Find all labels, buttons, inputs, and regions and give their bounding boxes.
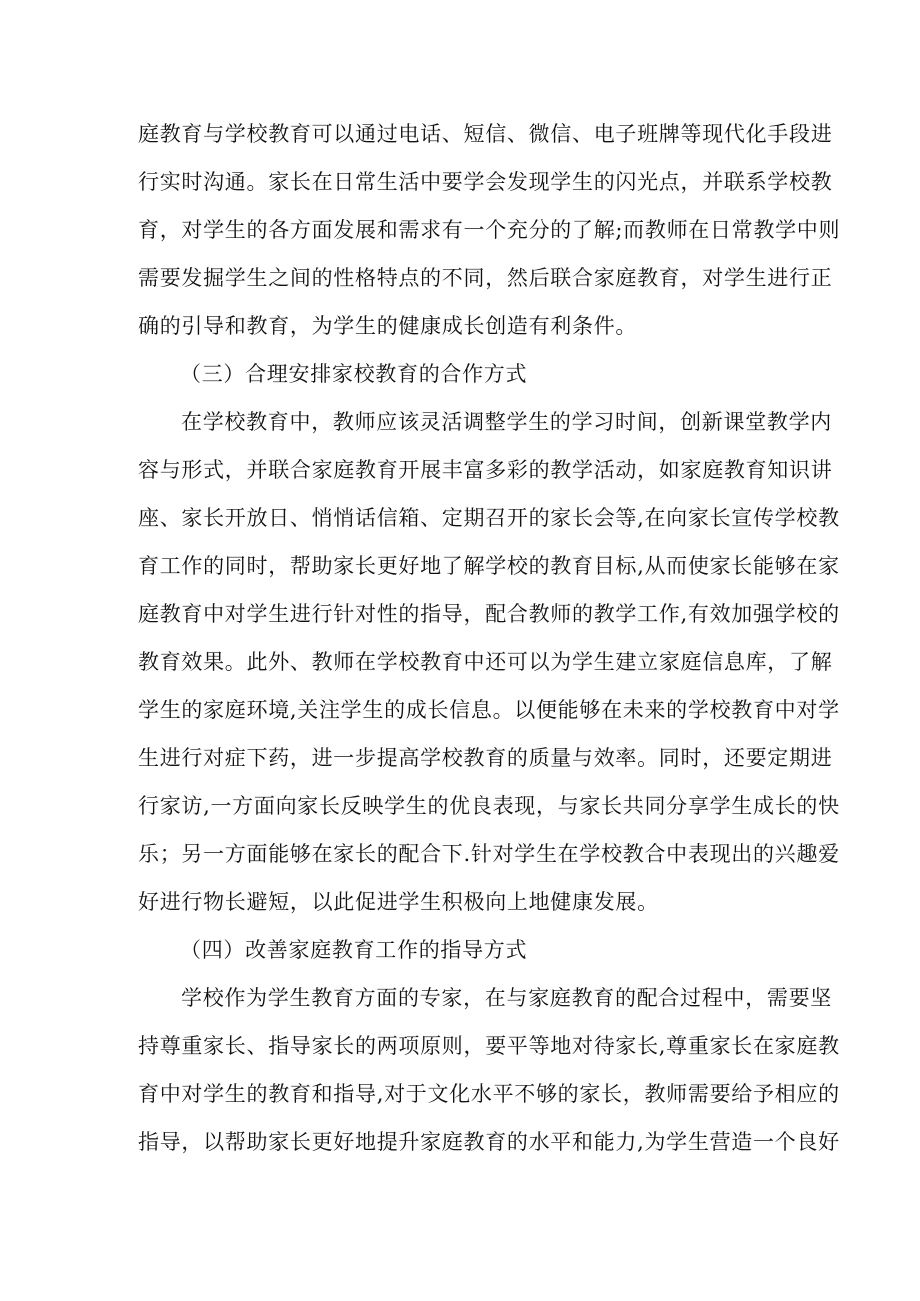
paragraph-line: 生进行对症下药，进一步提高学校教育的质量与效率。同时，还要定期进	[138, 746, 833, 770]
paragraph-line: 好进行物长避短，以此促进学生积极向上地健康发展。	[138, 890, 659, 914]
paragraph-line: 育中对学生的教育和指导,对于文化水平不够的家长，教师需要给予相应的	[138, 1082, 840, 1106]
paragraph-line: 容与形式，并联合家庭教育开展丰富多彩的教学活动，如家庭教育知识讲	[138, 458, 833, 482]
paragraph-line: 持尊重家长、指导家长的两项原则，要平等地对待家长,尊重家长在家庭教	[138, 1034, 840, 1058]
paragraph-line: 学校作为学生教育方面的专家，在与家庭教育的配合过程中，需要坚	[181, 986, 832, 1010]
section-heading-3: （三）合理安排家校教育的合作方式	[180, 362, 528, 386]
paragraph-line: 育，对学生的各方面发展和需求有一个充分的了解;而教师在日常教学中则	[138, 218, 841, 242]
paragraph-line: 指导，以帮助家长更好地提升家庭教育的水平和能力,为学生营造一个良好	[138, 1130, 840, 1154]
paragraph-line: 在学校教育中，教师应该灵活调整学生的学习时间，创新课堂教学内	[181, 410, 832, 434]
paragraph-line: 教育效果。此外、教师在学校教育中还可以为学生建立家庭信息库，了解	[138, 650, 833, 674]
paragraph-line: 确的引导和教育，为学生的健康成长创造有利条件。	[138, 314, 638, 338]
paragraph-line: 学生的家庭环境,关注学生的成长信息。以便能够在未来的学校教育中对学	[138, 698, 840, 722]
paragraph-line: 行实时沟通。家长在日常生活中要学会发现学生的闪光点，并联系学校教	[138, 170, 833, 194]
paragraph-line: 庭教育中对学生进行针对性的指导，配合教师的教学工作,有效加强学校的	[138, 602, 840, 626]
paragraph-line: 行家访,一方面向家长反映学生的优良表现，与家长共同分享学生成长的快	[138, 794, 840, 818]
paragraph-line: 需要发掘学生之间的性格特点的不同，然后联合家庭教育，对学生进行正	[138, 266, 833, 290]
paragraph-line: 座、家长开放日、悄悄话信箱、定期召开的家长会等,在向家长宣传学校教	[138, 506, 840, 530]
paragraph-line: 乐；另一方面能够在家长的配合下.针对学生在学校教合中表现出的兴趣爱	[138, 842, 840, 866]
paragraph-line: 庭教育与学校教育可以通过电话、短信、微信、电子班牌等现代化手段进	[138, 122, 833, 146]
paragraph-line: 育工作的同时，帮助家长更好地了解学校的教育目标,从而使家长能够在家	[138, 554, 840, 578]
section-heading-4: （四）改善家庭教育工作的指导方式	[180, 938, 528, 962]
